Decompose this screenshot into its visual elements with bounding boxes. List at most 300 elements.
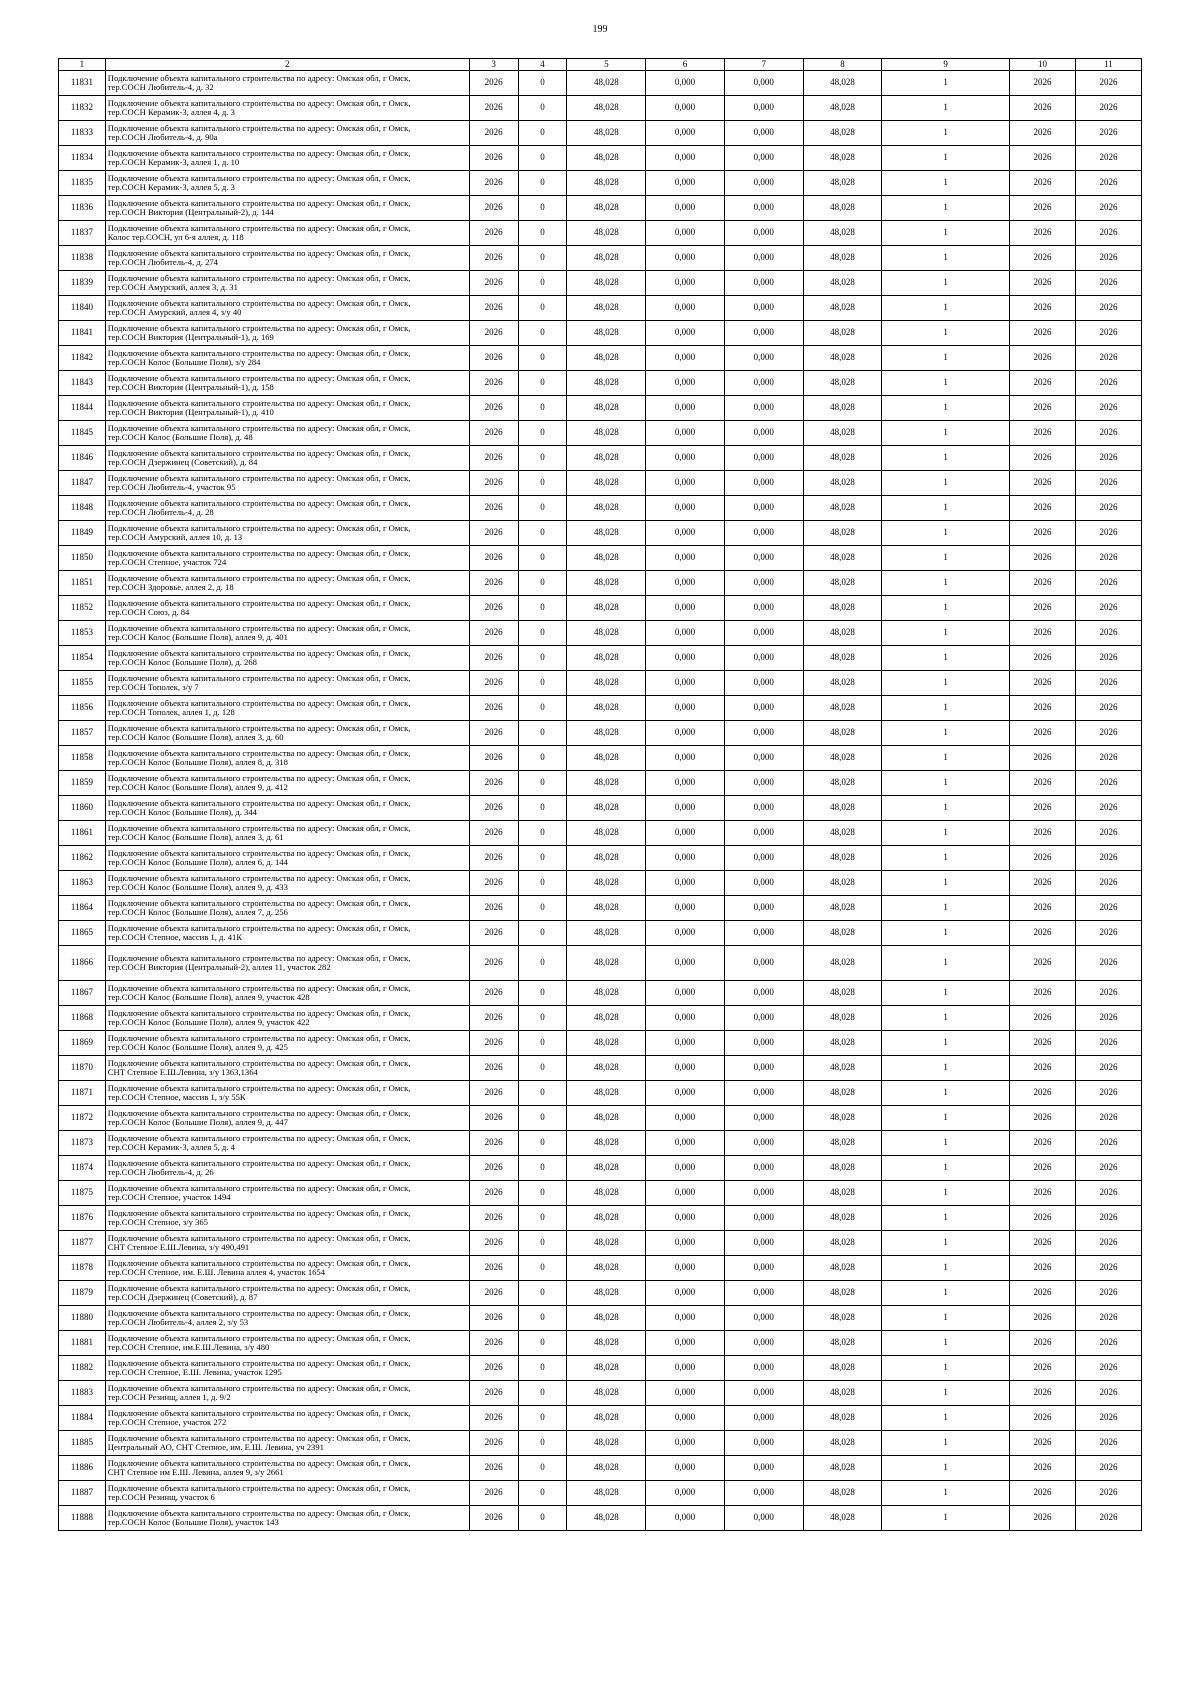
table-row <box>59 646 1142 671</box>
value-cell-c8: 48,028 <box>803 846 882 871</box>
value-cell-c9: 1 <box>882 346 1010 371</box>
value-cell-c10: 2026 <box>1010 1406 1076 1431</box>
value-cell-c4: 0 <box>518 1281 567 1306</box>
table-row <box>59 146 1142 171</box>
value-cell-c5: 48,028 <box>567 471 646 496</box>
value-cell-c9: 1 <box>882 1406 1010 1431</box>
value-cell-c8: 48,028 <box>803 1456 882 1481</box>
value-cell-c8: 48,028 <box>803 1031 882 1056</box>
description-prefix: Подключение объекта капитального строительства по адресу: Омская обл, г Омск, <box>107 147 411 158</box>
value-cell-c8: 48,028 <box>803 71 882 96</box>
value-cell-c11: 2026 <box>1075 1381 1141 1406</box>
table-row <box>59 571 1142 596</box>
value-cell-c3: 2026 <box>469 1306 518 1331</box>
column-header: 11 <box>1075 59 1141 71</box>
value-cell-c3: 2026 <box>469 71 518 96</box>
value-cell-c7: 0,000 <box>724 1481 803 1506</box>
table-row <box>59 621 1142 646</box>
value-cell-c3: 2026 <box>469 121 518 146</box>
address-text: тер.СОСН Колос (Большие Поля), аллея 9, д. 412 <box>107 782 288 792</box>
value-cell-c5: 48,028 <box>567 921 646 946</box>
value-cell-c3: 2026 <box>469 871 518 896</box>
table-row <box>59 521 1142 546</box>
value-cell-c3: 2026 <box>469 796 518 821</box>
value-cell-c10: 2026 <box>1010 1106 1076 1131</box>
value-cell-c6: 0,000 <box>646 1031 725 1056</box>
value-cell-c7: 0,000 <box>724 571 803 596</box>
value-cell-c11: 2026 <box>1075 196 1141 221</box>
table-row <box>59 1081 1142 1106</box>
table-row <box>59 846 1142 871</box>
row-number-cell: 11868 <box>59 1006 106 1031</box>
value-cell-c7: 0,000 <box>724 1131 803 1156</box>
value-cell-c4: 0 <box>518 1031 567 1056</box>
row-number-cell: 11840 <box>59 296 106 321</box>
value-cell-c7: 0,000 <box>724 671 803 696</box>
value-cell-c8: 48,028 <box>803 621 882 646</box>
description-cell <box>105 1106 469 1131</box>
address-text: тер.СОСН Колос (Большие Поля), аллея 6, д. 144 <box>107 857 288 867</box>
value-cell-c5: 48,028 <box>567 1406 646 1431</box>
description-prefix: Подключение объекта капитального строительства по адресу: Омская обл, г Омск, <box>107 672 411 683</box>
value-cell-c10: 2026 <box>1010 621 1076 646</box>
row-number-cell: 11846 <box>59 446 106 471</box>
description-prefix: Подключение объекта капитального строительства по адресу: Омская обл, г Омск, <box>107 572 411 583</box>
value-cell-c4: 0 <box>518 121 567 146</box>
value-cell-c10: 2026 <box>1010 1356 1076 1381</box>
row-number-cell: 11863 <box>59 871 106 896</box>
value-cell-c7: 0,000 <box>724 1381 803 1406</box>
value-cell-c11: 2026 <box>1075 1106 1141 1131</box>
row-number-cell: 11834 <box>59 146 106 171</box>
value-cell-c5: 48,028 <box>567 946 646 981</box>
row-number-cell: 11859 <box>59 771 106 796</box>
value-cell-c6: 0,000 <box>646 621 725 646</box>
value-cell-c10: 2026 <box>1010 1506 1076 1531</box>
description-cell <box>105 1131 469 1156</box>
value-cell-c11: 2026 <box>1075 871 1141 896</box>
value-cell-c5: 48,028 <box>567 821 646 846</box>
value-cell-c8: 48,028 <box>803 546 882 571</box>
value-cell-c9: 1 <box>882 621 1010 646</box>
value-cell-c10: 2026 <box>1010 496 1076 521</box>
value-cell-c6: 0,000 <box>646 721 725 746</box>
value-cell-c9: 1 <box>882 721 1010 746</box>
value-cell-c10: 2026 <box>1010 821 1076 846</box>
value-cell-c5: 48,028 <box>567 1281 646 1306</box>
value-cell-c7: 0,000 <box>724 96 803 121</box>
value-cell-c8: 48,028 <box>803 1056 882 1081</box>
table-row <box>59 71 1142 96</box>
value-cell-c7: 0,000 <box>724 446 803 471</box>
value-cell-c7: 0,000 <box>724 221 803 246</box>
value-cell-c10: 2026 <box>1010 646 1076 671</box>
description-prefix: Подключение объекта капитального строительства по адресу: Омская обл, г Омск, <box>107 1007 411 1018</box>
value-cell-c9: 1 <box>882 221 1010 246</box>
address-text: тер.СОСН Виктория (Центральный-1), д. 410 <box>107 407 274 417</box>
value-cell-c6: 0,000 <box>646 1356 725 1381</box>
value-cell-c6: 0,000 <box>646 571 725 596</box>
address-text: тер.СОСН Амурский, аллея 10, д. 13 <box>107 532 243 542</box>
description-cell <box>105 96 469 121</box>
value-cell-c10: 2026 <box>1010 771 1076 796</box>
description-cell <box>105 521 469 546</box>
value-cell-c7: 0,000 <box>724 1356 803 1381</box>
value-cell-c4: 0 <box>518 346 567 371</box>
value-cell-c11: 2026 <box>1075 1156 1141 1181</box>
description-cell <box>105 796 469 821</box>
description-cell <box>105 371 469 396</box>
description-cell <box>105 1481 469 1506</box>
value-cell-c3: 2026 <box>469 621 518 646</box>
value-cell-c6: 0,000 <box>646 1256 725 1281</box>
description-prefix: Подключение объекта капитального строительства по адресу: Омская обл, г Омск, <box>107 1082 411 1093</box>
description-prefix: Подключение объекта капитального строительства по адресу: Омская обл, г Омск, <box>107 1307 411 1318</box>
table-row <box>59 981 1142 1006</box>
value-cell-c10: 2026 <box>1010 546 1076 571</box>
value-cell-c8: 48,028 <box>803 896 882 921</box>
column-header: 7 <box>724 59 803 71</box>
value-cell-c6: 0,000 <box>646 981 725 1006</box>
row-number-cell: 11878 <box>59 1256 106 1281</box>
value-cell-c10: 2026 <box>1010 71 1076 96</box>
table-row <box>59 596 1142 621</box>
value-cell-c10: 2026 <box>1010 871 1076 896</box>
value-cell-c11: 2026 <box>1075 71 1141 96</box>
description-prefix: Подключение объекта капитального строительства по адресу: Омская обл, г Омск, <box>107 1382 411 1393</box>
value-cell-c5: 48,028 <box>567 846 646 871</box>
value-cell-c4: 0 <box>518 1331 567 1356</box>
value-cell-c4: 0 <box>518 546 567 571</box>
description-cell <box>105 1331 469 1356</box>
row-number-cell: 11864 <box>59 896 106 921</box>
description-cell <box>105 671 469 696</box>
value-cell-c6: 0,000 <box>646 1131 725 1156</box>
value-cell-c3: 2026 <box>469 171 518 196</box>
description-prefix: Подключение объекта капитального строительства по адресу: Омская обл, г Омск, <box>107 622 411 633</box>
description-prefix: Подключение объекта капитального строительства по адресу: Омская обл, г Омск, <box>107 1332 411 1343</box>
row-number-cell: 11884 <box>59 1406 106 1431</box>
description-prefix: Подключение объекта капитального строительства по адресу: Омская обл, г Омск, <box>107 797 411 808</box>
value-cell-c4: 0 <box>518 1156 567 1181</box>
address-text: тер.СОСН Виктория (Центральный-1), д. 158 <box>107 382 274 392</box>
value-cell-c8: 48,028 <box>803 596 882 621</box>
value-cell-c6: 0,000 <box>646 1056 725 1081</box>
value-cell-c8: 48,028 <box>803 1231 882 1256</box>
description-prefix: Подключение объекта капитального строительства по адресу: Омская обл, г Омск, <box>107 247 411 258</box>
value-cell-c3: 2026 <box>469 496 518 521</box>
value-cell-c3: 2026 <box>469 771 518 796</box>
value-cell-c4: 0 <box>518 721 567 746</box>
value-cell-c11: 2026 <box>1075 646 1141 671</box>
table-row <box>59 446 1142 471</box>
value-cell-c4: 0 <box>518 446 567 471</box>
table-row <box>59 871 1142 896</box>
table-row <box>59 1456 1142 1481</box>
value-cell-c3: 2026 <box>469 471 518 496</box>
value-cell-c4: 0 <box>518 1006 567 1031</box>
value-cell-c5: 48,028 <box>567 596 646 621</box>
address-text: тер.СОСН Колос (Большие Поля), аллея 3, д. 61 <box>107 832 284 842</box>
value-cell-c3: 2026 <box>469 146 518 171</box>
table-row <box>59 121 1142 146</box>
value-cell-c3: 2026 <box>469 1031 518 1056</box>
value-cell-c8: 48,028 <box>803 746 882 771</box>
value-cell-c11: 2026 <box>1075 796 1141 821</box>
value-cell-c4: 0 <box>518 1381 567 1406</box>
description-cell <box>105 921 469 946</box>
value-cell-c6: 0,000 <box>646 1281 725 1306</box>
table-row <box>59 1106 1142 1131</box>
value-cell-c8: 48,028 <box>803 1281 882 1306</box>
value-cell-c8: 48,028 <box>803 446 882 471</box>
value-cell-c9: 1 <box>882 521 1010 546</box>
description-prefix: Подключение объекта капитального строительства по адресу: Омская обл, г Омск, <box>107 1407 411 1418</box>
column-header: 9 <box>882 59 1010 71</box>
description-prefix: Подключение объекта капитального строительства по адресу: Омская обл, г Омск, <box>107 372 411 383</box>
value-cell-c4: 0 <box>518 921 567 946</box>
value-cell-c7: 0,000 <box>724 196 803 221</box>
value-cell-c4: 0 <box>518 1506 567 1531</box>
value-cell-c9: 1 <box>882 496 1010 521</box>
value-cell-c3: 2026 <box>469 271 518 296</box>
value-cell-c8: 48,028 <box>803 646 882 671</box>
value-cell-c6: 0,000 <box>646 296 725 321</box>
address-text: тер.СОСН Колос (Большие Поля), аллея 9, участок 422 <box>107 1017 310 1027</box>
value-cell-c3: 2026 <box>469 671 518 696</box>
value-cell-c11: 2026 <box>1075 146 1141 171</box>
table-row <box>59 946 1142 981</box>
value-cell-c7: 0,000 <box>724 1181 803 1206</box>
value-cell-c3: 2026 <box>469 981 518 1006</box>
value-cell-c10: 2026 <box>1010 1131 1076 1156</box>
address-text: тер.СОСН Любитель-4, д. 274 <box>107 257 218 267</box>
value-cell-c7: 0,000 <box>724 146 803 171</box>
address-text: тер.СОСН Степное, участок 724 <box>107 557 227 567</box>
address-text: Колос тер.СОСН, ул 6-я аллея, д. 118 <box>107 232 244 242</box>
address-text: тер.СОСН Любитель-4, участок 95 <box>107 482 236 492</box>
column-header: 10 <box>1010 59 1076 71</box>
value-cell-c3: 2026 <box>469 296 518 321</box>
value-cell-c7: 0,000 <box>724 1431 803 1456</box>
value-cell-c6: 0,000 <box>646 921 725 946</box>
value-cell-c3: 2026 <box>469 1056 518 1081</box>
description-cell <box>105 746 469 771</box>
value-cell-c6: 0,000 <box>646 546 725 571</box>
value-cell-c10: 2026 <box>1010 596 1076 621</box>
value-cell-c8: 48,028 <box>803 1481 882 1506</box>
description-cell <box>105 1256 469 1281</box>
value-cell-c10: 2026 <box>1010 1306 1076 1331</box>
value-cell-c7: 0,000 <box>724 621 803 646</box>
value-cell-c7: 0,000 <box>724 946 803 981</box>
address-text: Центральный АО, СНТ Степное, им. Е.Ш. Левина, уч 2391 <box>107 1442 324 1452</box>
table-row <box>59 271 1142 296</box>
value-cell-c9: 1 <box>882 1356 1010 1381</box>
value-cell-c7: 0,000 <box>724 1206 803 1231</box>
description-cell <box>105 246 469 271</box>
value-cell-c7: 0,000 <box>724 1231 803 1256</box>
value-cell-c10: 2026 <box>1010 1431 1076 1456</box>
address-text: тер.СОСН Керамик-3, аллея 4, д. 3 <box>107 107 235 117</box>
row-number-cell: 11885 <box>59 1431 106 1456</box>
value-cell-c11: 2026 <box>1075 471 1141 496</box>
table-row <box>59 171 1142 196</box>
value-cell-c7: 0,000 <box>724 471 803 496</box>
value-cell-c7: 0,000 <box>724 896 803 921</box>
value-cell-c6: 0,000 <box>646 346 725 371</box>
row-number-cell: 11887 <box>59 1481 106 1506</box>
value-cell-c11: 2026 <box>1075 671 1141 696</box>
value-cell-c3: 2026 <box>469 721 518 746</box>
value-cell-c10: 2026 <box>1010 1231 1076 1256</box>
value-cell-c9: 1 <box>882 746 1010 771</box>
description-cell <box>105 346 469 371</box>
value-cell-c4: 0 <box>518 146 567 171</box>
value-cell-c9: 1 <box>882 896 1010 921</box>
value-cell-c8: 48,028 <box>803 221 882 246</box>
value-cell-c4: 0 <box>518 1106 567 1131</box>
value-cell-c7: 0,000 <box>724 246 803 271</box>
value-cell-c11: 2026 <box>1075 571 1141 596</box>
description-prefix: Подключение объекта капитального строительства по адресу: Омская обл, г Омск, <box>107 1257 411 1268</box>
value-cell-c7: 0,000 <box>724 371 803 396</box>
value-cell-c8: 48,028 <box>803 471 882 496</box>
value-cell-c11: 2026 <box>1075 1031 1141 1056</box>
value-cell-c5: 48,028 <box>567 1156 646 1181</box>
value-cell-c5: 48,028 <box>567 296 646 321</box>
value-cell-c11: 2026 <box>1075 421 1141 446</box>
value-cell-c5: 48,028 <box>567 1106 646 1131</box>
value-cell-c6: 0,000 <box>646 1331 725 1356</box>
value-cell-c3: 2026 <box>469 1281 518 1306</box>
value-cell-c5: 48,028 <box>567 496 646 521</box>
value-cell-c11: 2026 <box>1075 1406 1141 1431</box>
value-cell-c3: 2026 <box>469 96 518 121</box>
value-cell-c4: 0 <box>518 1131 567 1156</box>
table-row <box>59 1156 1142 1181</box>
description-prefix: Подключение объекта капитального строительства по адресу: Омская обл, г Омск, <box>107 397 411 408</box>
address-text: СНТ Степное им Е.Ш. Левина, аллея 9, з/у 2661 <box>107 1467 284 1477</box>
value-cell-c5: 48,028 <box>567 621 646 646</box>
value-cell-c7: 0,000 <box>724 1106 803 1131</box>
value-cell-c10: 2026 <box>1010 271 1076 296</box>
value-cell-c10: 2026 <box>1010 721 1076 746</box>
value-cell-c11: 2026 <box>1075 321 1141 346</box>
value-cell-c5: 48,028 <box>567 896 646 921</box>
value-cell-c11: 2026 <box>1075 1181 1141 1206</box>
row-number-cell: 11876 <box>59 1206 106 1231</box>
row-number-cell: 11872 <box>59 1106 106 1131</box>
value-cell-c10: 2026 <box>1010 1031 1076 1056</box>
value-cell-c6: 0,000 <box>646 521 725 546</box>
column-header: 5 <box>567 59 646 71</box>
value-cell-c3: 2026 <box>469 1131 518 1156</box>
address-text: тер.СОСН Колос (Большие Поля), аллея 9, д. 425 <box>107 1042 288 1052</box>
value-cell-c5: 48,028 <box>567 1356 646 1381</box>
value-cell-c7: 0,000 <box>724 1456 803 1481</box>
value-cell-c4: 0 <box>518 96 567 121</box>
description-cell <box>105 1306 469 1331</box>
value-cell-c6: 0,000 <box>646 96 725 121</box>
value-cell-c5: 48,028 <box>567 721 646 746</box>
value-cell-c4: 0 <box>518 1206 567 1231</box>
description-prefix: Подключение объекта капитального строительства по адресу: Омская обл, г Омск, <box>107 722 411 733</box>
value-cell-c3: 2026 <box>469 1406 518 1431</box>
value-cell-c9: 1 <box>882 1231 1010 1256</box>
address-text: тер.СОСН Колос (Большие Поля), аллея 9, участок 428 <box>107 992 310 1002</box>
value-cell-c4: 0 <box>518 421 567 446</box>
value-cell-c8: 48,028 <box>803 271 882 296</box>
description-prefix: Подключение объекта капитального строительства по адресу: Омская обл, г Омск, <box>107 422 411 433</box>
address-text: тер.СОСН Амурский, аллея 3, д. 31 <box>107 282 238 292</box>
value-cell-c10: 2026 <box>1010 321 1076 346</box>
column-header: 1 <box>59 59 106 71</box>
value-cell-c10: 2026 <box>1010 421 1076 446</box>
value-cell-c8: 48,028 <box>803 321 882 346</box>
table-row <box>59 246 1142 271</box>
description-cell <box>105 981 469 1006</box>
table-row <box>59 796 1142 821</box>
value-cell-c5: 48,028 <box>567 146 646 171</box>
value-cell-c4: 0 <box>518 1081 567 1106</box>
value-cell-c4: 0 <box>518 246 567 271</box>
table-row <box>59 1356 1142 1381</box>
address-text: тер.СОСН Колос (Большие Поля), з/у 284 <box>107 357 261 367</box>
value-cell-c5: 48,028 <box>567 871 646 896</box>
value-cell-c10: 2026 <box>1010 1481 1076 1506</box>
value-cell-c7: 0,000 <box>724 1306 803 1331</box>
value-cell-c7: 0,000 <box>724 1331 803 1356</box>
value-cell-c7: 0,000 <box>724 121 803 146</box>
address-text: тер.СОСН Керамик-3, аллея 1, д. 10 <box>107 157 240 167</box>
value-cell-c11: 2026 <box>1075 1231 1141 1256</box>
value-cell-c4: 0 <box>518 1181 567 1206</box>
value-cell-c9: 1 <box>882 1106 1010 1131</box>
value-cell-c8: 48,028 <box>803 1156 882 1181</box>
value-cell-c10: 2026 <box>1010 1456 1076 1481</box>
value-cell-c6: 0,000 <box>646 846 725 871</box>
value-cell-c9: 1 <box>882 771 1010 796</box>
row-number-cell: 11857 <box>59 721 106 746</box>
value-cell-c6: 0,000 <box>646 1481 725 1506</box>
value-cell-c7: 0,000 <box>724 696 803 721</box>
value-cell-c11: 2026 <box>1075 746 1141 771</box>
value-cell-c6: 0,000 <box>646 271 725 296</box>
value-cell-c5: 48,028 <box>567 446 646 471</box>
value-cell-c11: 2026 <box>1075 1131 1141 1156</box>
value-cell-c7: 0,000 <box>724 71 803 96</box>
table-row <box>59 1131 1142 1156</box>
column-header: 4 <box>518 59 567 71</box>
row-number-cell: 11839 <box>59 271 106 296</box>
address-text: тер.СОСН Колос (Большие Поля), аллея 8, д. 318 <box>107 757 288 767</box>
description-prefix: Подключение объекта капитального строительства по адресу: Омская обл, г Омск, <box>107 172 411 183</box>
row-number-cell: 11836 <box>59 196 106 221</box>
value-cell-c5: 48,028 <box>567 71 646 96</box>
value-cell-c9: 1 <box>882 121 1010 146</box>
value-cell-c10: 2026 <box>1010 171 1076 196</box>
description-prefix: Подключение объекта капитального строительства по адресу: Омская обл, г Омск, <box>107 982 411 993</box>
address-text: СНТ Степное Е.Ш.Левина, з/у 1363,1364 <box>107 1067 258 1077</box>
value-cell-c5: 48,028 <box>567 1506 646 1531</box>
value-cell-c8: 48,028 <box>803 246 882 271</box>
value-cell-c5: 48,028 <box>567 796 646 821</box>
value-cell-c5: 48,028 <box>567 346 646 371</box>
value-cell-c6: 0,000 <box>646 946 725 981</box>
value-cell-c10: 2026 <box>1010 346 1076 371</box>
value-cell-c11: 2026 <box>1075 981 1141 1006</box>
